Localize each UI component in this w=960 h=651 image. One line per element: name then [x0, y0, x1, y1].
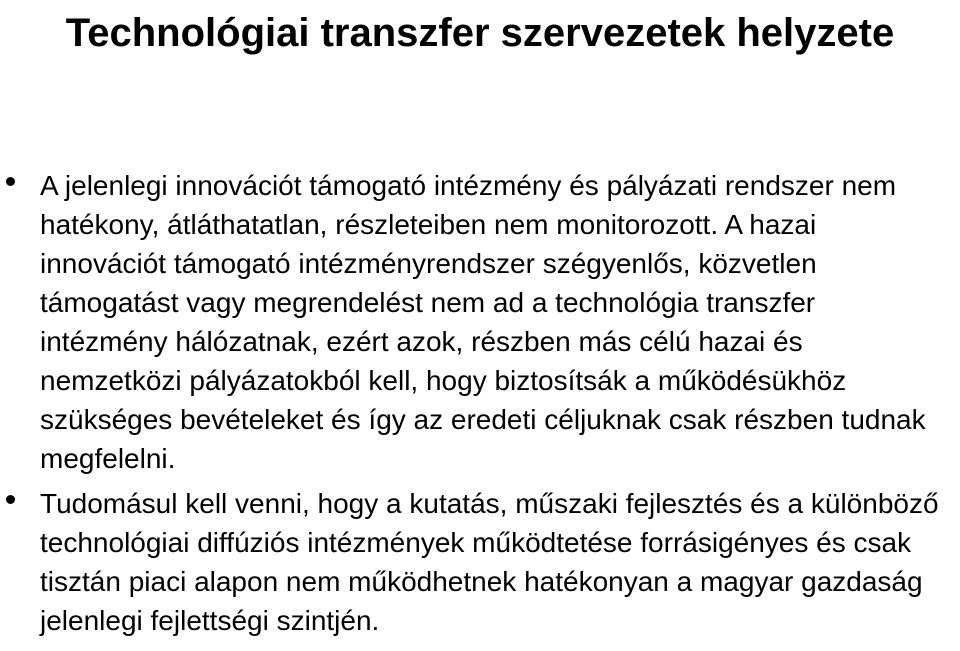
bullet-marker: [6, 177, 15, 186]
bullet-marker: [6, 495, 15, 504]
bullet-list: [0, 166, 960, 646]
bullet-item: [0, 484, 960, 640]
bullet-text: A jelenlegi innovációt támogató intézmény és pályázati rendszer nem hatékony, átláthatatlan, részleteiben nem monitorozott. A hazai innovációt támogató intézményrendszer szégyenlős, közvetlen támogatást vagy megrendelést nem ad a technológia transzfer intézmény hálózatnak, ezért azok, részben más célú hazai és nemzetközi pályázatokból kell, hogy biztosítsák a működésükhöz szükséges bevételeket és így az eredeti céljuknak csak részben tudnak megfelelni.: [40, 170, 926, 474]
bullet-item: [0, 166, 960, 478]
bullet-text: Tudomásul kell venni, hogy a kutatás, műszaki fejlesztés és a különböző technológiai diffúziós intézmények működtetése forrásigényes és csak tisztán piaci alapon nem működhetnek hatékonyan a magyar gazdaság jelenlegi fejlettségi szintjén.: [40, 488, 939, 636]
slide-title: Technológiai transzfer szervezetek helyzete: [65, 11, 895, 55]
